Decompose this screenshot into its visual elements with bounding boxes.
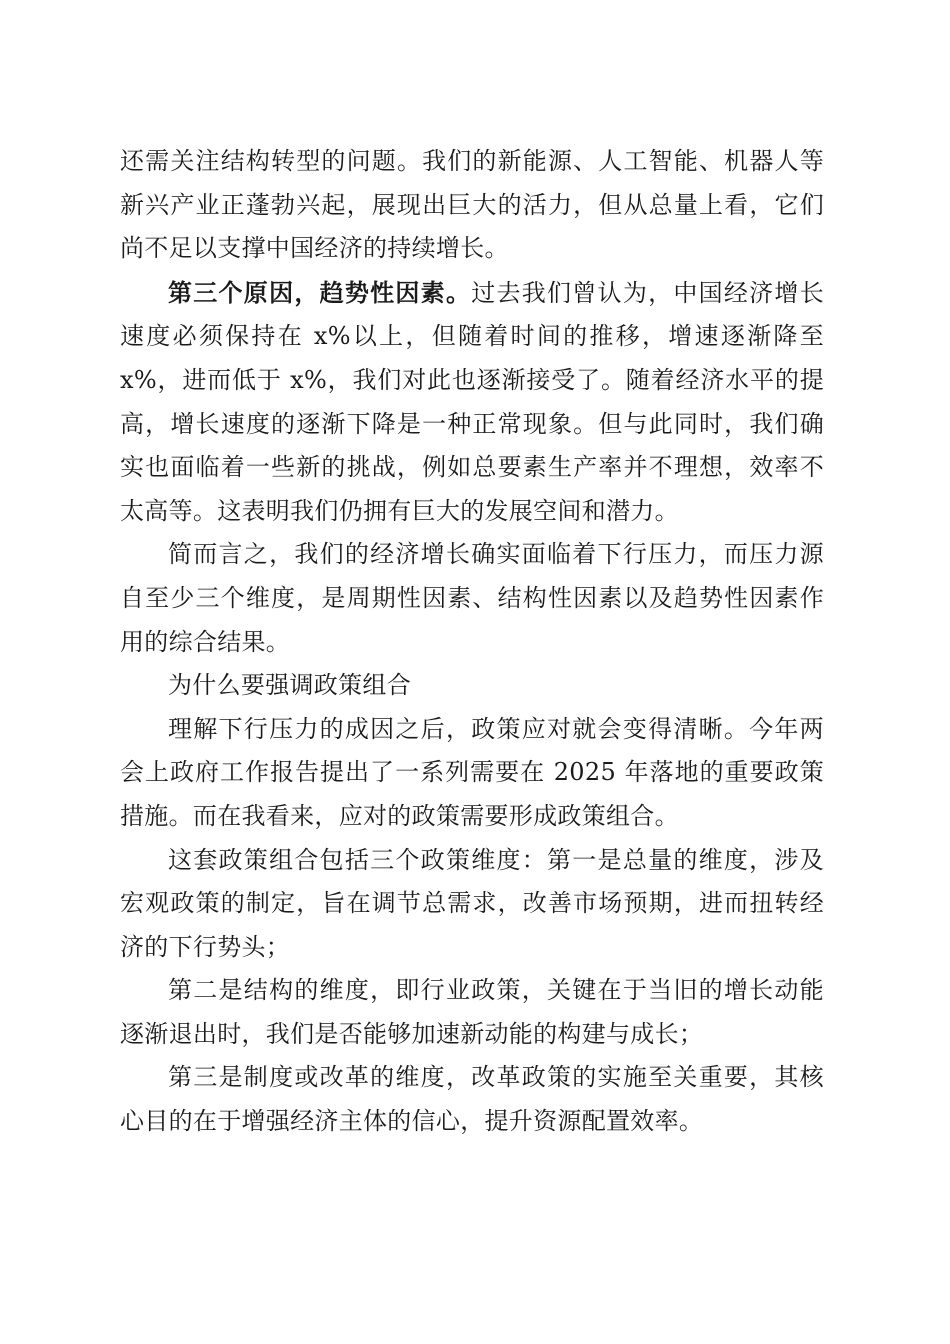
paragraph-trend-factors [120,271,824,534]
paragraph-dimension-aggregate [120,839,824,970]
section-heading-policy-mix [120,664,824,708]
section-heading-text: 为什么要强调政策组合 [168,671,411,700]
paragraph-text: 第三是制度或改革的维度，改革政策的实施至关重要，其核心目的在于增强经济主体的信心，提升资源配置效率。 [120,1063,824,1136]
paragraph-structural-transition [120,140,824,271]
paragraph-dimension-structural [120,969,824,1056]
paragraph-text: 简而言之，我们的经济增长确实面临着下行压力，而压力源自至少三个维度，是周期性因素、结构性因素以及趋势性因素作用的综合结果。 [120,540,824,656]
paragraph-text: 第二是结构的维度，即行业政策，关键在于当旧的增长动能逐渐退出时，我们是否能够加速新动能的构建与成长； [120,976,824,1048]
paragraph-text: 还需关注结构转型的问题。我们的新能源、人工智能、机器人等新兴产业正蓬勃兴起，展现出巨大的活力，但从总量上看，它们尚不足以支撑中国经济的持续增长。 [120,147,824,263]
paragraph-lead-heading: 第三个原因，趋势性因素。 [168,277,472,307]
paragraph-policy-response [120,708,824,839]
paragraph-text: 这套政策组合包括三个政策维度：第一是总量的维度，涉及宏观政策的制定，旨在调节总需求，改善市场预期，进而扭转经济的下行势头； [120,845,824,961]
document-body [120,140,824,1144]
paragraph-text: 理解下行压力的成因之后，政策应对就会变得清晰。今年两会上政府工作报告提出了一系列需要在 2025 年落地的重要政策措施。而在我看来，应对的政策需要形成政策组合。 [120,714,824,830]
paragraph-text: 过去我们曾认为，中国经济增长速度必须保持在 x%以上，但随着时间的推移，增速逐渐降至 x%，进而低于 x%，我们对此也逐渐接受了。随着经济水平的提高，增长速度的逐渐下降是一种正常现象。但与此同时，我们确实也面临着一些新的挑战，例如总要素生产率并不理想，效率不太高等。这表明我们仍拥有巨大的发展空间和潜力。 [120,278,824,525]
paragraph-summary [120,533,824,664]
paragraph-dimension-institutional [120,1056,824,1143]
